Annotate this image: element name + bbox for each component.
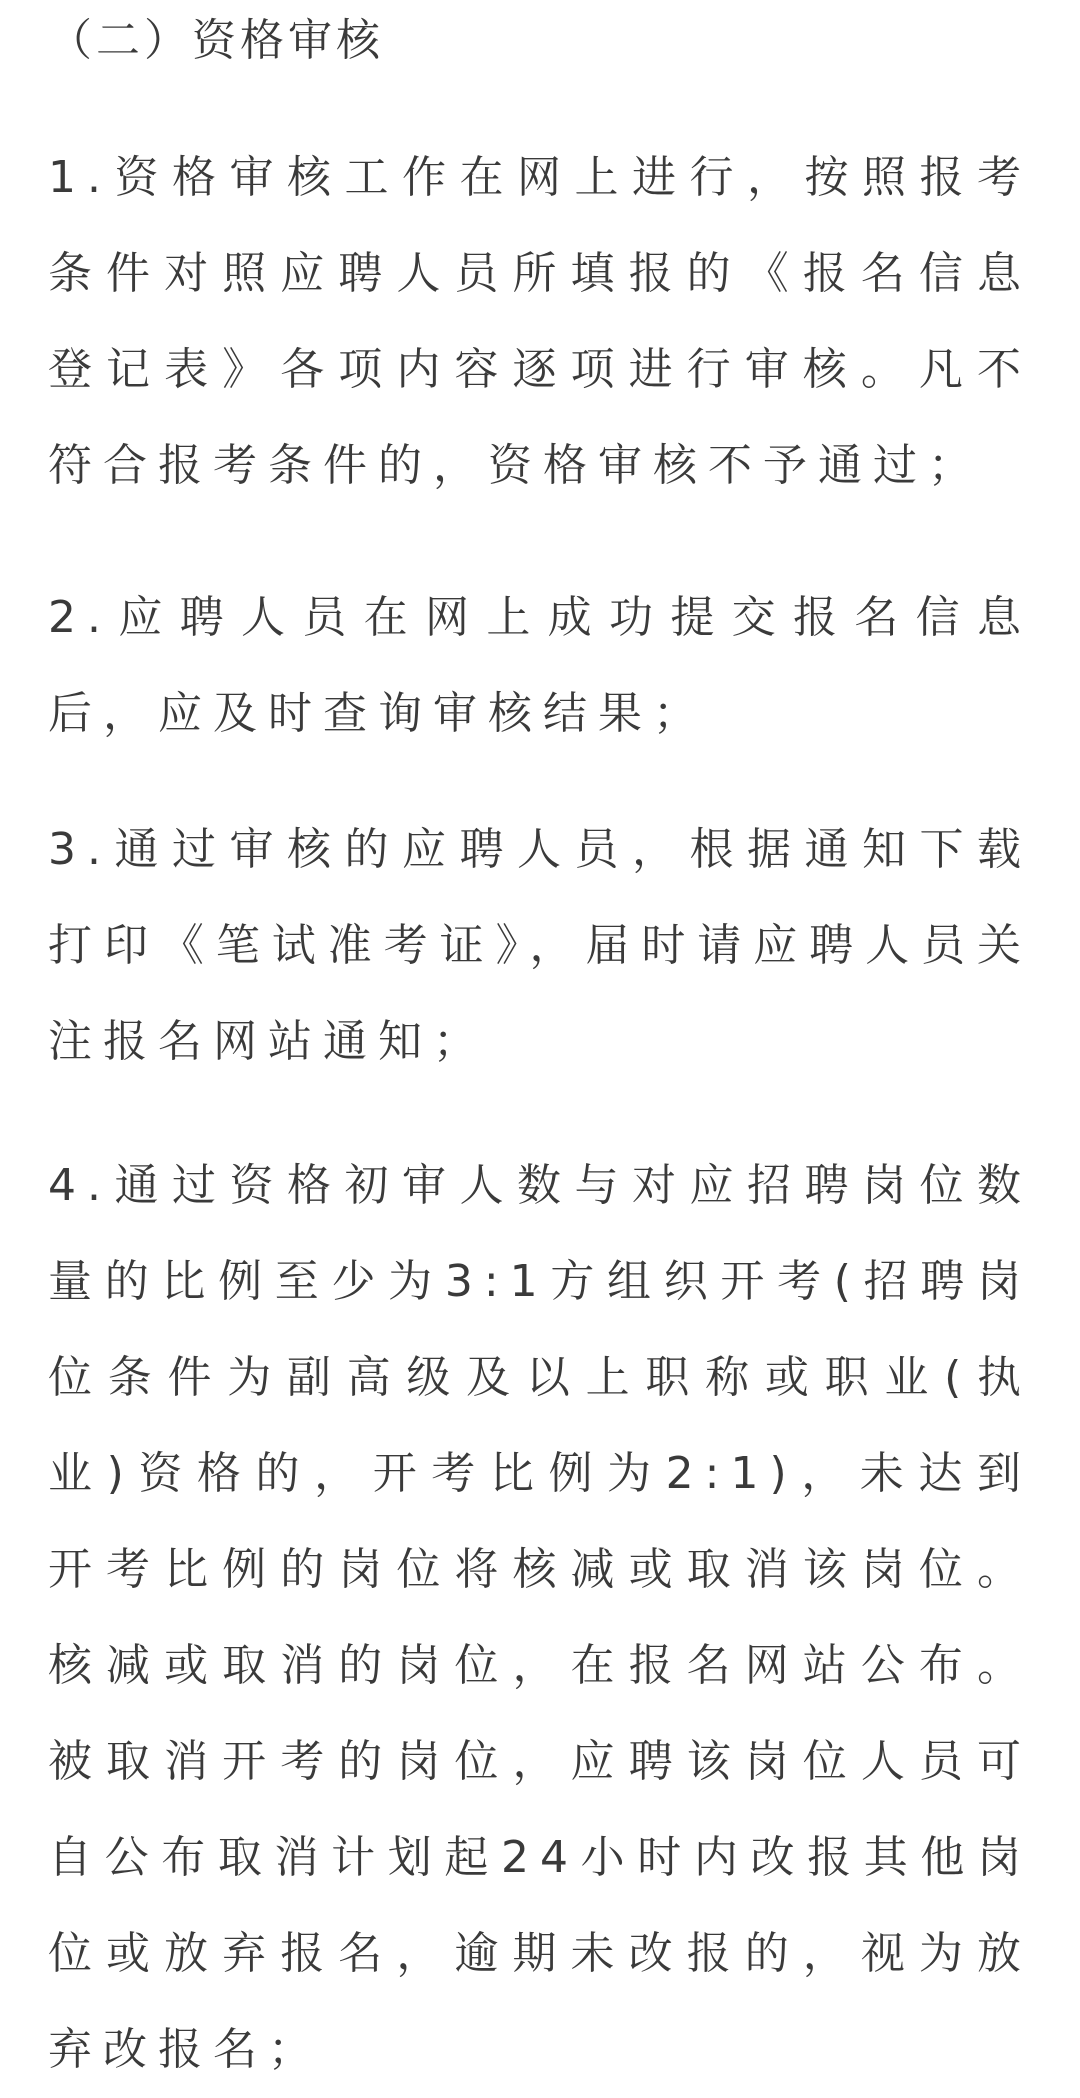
- paragraph-item-1: 1.资格审核工作在网上进行，按照报考条件对照应聘人员所填报的《报名信息登记表》各项内容逐项进行审核。凡不符合报考条件的，资格审核不予通过；: [48, 152, 1032, 491]
- paragraph-item-4: 4.通过资格初审人数与对应招聘岗位数量的比例至少为3:1方组织开考(招聘岗位条件为副高级及以上职称或职业(执业)资格的，开考比例为2:1)，未达到开考比例的岗位将核减或取消该岗位。核减或取消的岗位，在报名网站公布。被取消开考的岗位，应聘该岗位人员可自公布取消计划起24小时内改报其他岗位或放弃报名，逾期未改报的，视为放弃改报名；: [48, 1160, 1032, 2075]
- paragraph-item-3: 3.通过审核的应聘人员，根据通知下载打印《笔试准考证》，届时请应聘人员关注报名网站通知；: [48, 824, 1032, 1067]
- section-title: （二）资格审核: [48, 15, 384, 66]
- paragraph-item-2: 2.应聘人员在网上成功提交报名信息后，应及时查询审核结果；: [48, 592, 1032, 739]
